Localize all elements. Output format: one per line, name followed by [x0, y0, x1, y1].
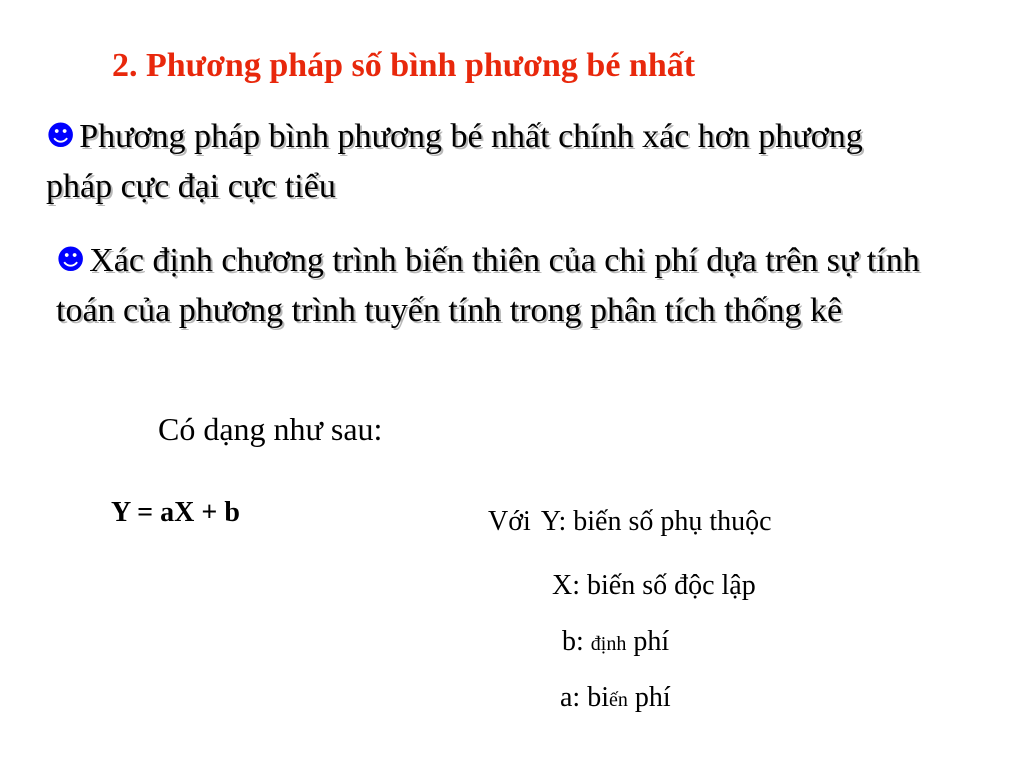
bullet-text-1: Phương pháp bình phương bé nhất chính xác hơn phương pháp cực đại cực tiểu — [46, 118, 863, 205]
bullet-text-2: Xác định chương trình biến thiên của chi phí dựa trên sự tính toán của phương trình tuyến tính trong phân tích thống kê — [56, 242, 920, 329]
definition-x: X: biến số độc lập — [552, 570, 756, 601]
formula: Y = aX + b — [111, 497, 240, 528]
smiley-face-icon: ☻ — [56, 243, 86, 276]
definition-a-rest: phí — [634, 682, 671, 713]
slide-title: 2. Phương pháp số bình phương bé nhất — [112, 47, 696, 84]
smiley-face-icon: ☻ — [46, 119, 76, 152]
definition-b-small: định — [590, 633, 627, 655]
intro-text: Có dạng như sau: — [158, 411, 383, 447]
bullet-item-2 — [56, 235, 926, 336]
definition-b-rest: phí — [633, 626, 670, 657]
definition-b-label: b: — [562, 626, 584, 657]
definition-y — [488, 504, 772, 540]
definition-prefix: Với — [488, 506, 531, 537]
bullet-item-1 — [46, 111, 916, 212]
definition-b — [562, 624, 669, 662]
definition-y-text: Y: biến số phụ thuộc — [540, 506, 772, 537]
definition-a-small: ến — [609, 689, 628, 711]
definition-a — [560, 680, 671, 718]
definition-a-label: a: bi — [560, 682, 609, 713]
